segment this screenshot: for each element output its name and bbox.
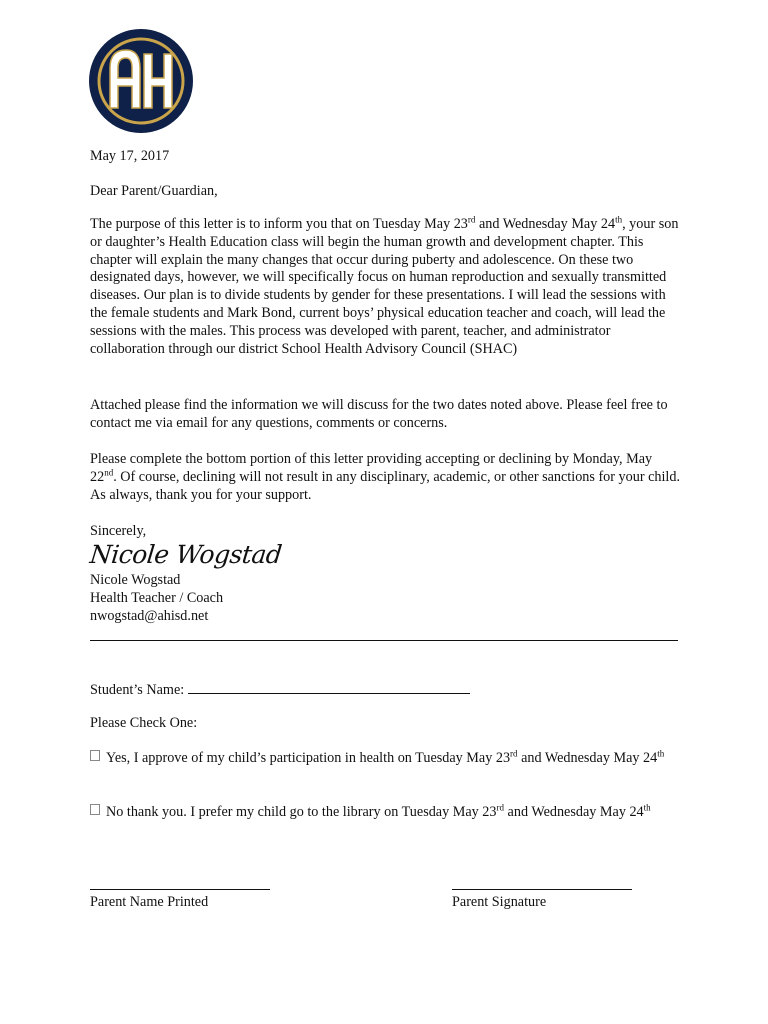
closing: Sincerely, [90,523,147,539]
student-name-field[interactable] [188,679,470,694]
approve-checkbox[interactable] [90,750,100,761]
signer-title: Health Teacher / Coach [90,590,224,606]
signer-email: nwogstad@ahisd.net [90,608,209,624]
paragraph-purpose: The purpose of this letter is to inform you that on Tuesday May 23rd and Wednesday May 24th, your son or daughter’s Health Education class will begin the human growth and development chapter. This chapter will explain the many changes that occur during puberty and adolescence. On these two designated days, however, we will specifically focus on human reproduction and sexually transmitted diseases. Our plan is to divide students by gender for these presentations. I will lead the sessions with the female students and Mark Bond, current boys’ physical education teacher and coach, will lead the sessions with the males. This process was developed with parent, teacher, and administrator collaboration through our district School Health Advisory Council (SHAC) [90,214,679,357]
paragraph-instructions: Please complete the bottom portion of this letter providing accepting or declining by Monday, May 22nd. Of course, declining will not result in any disciplinary, academic, or other sanctions for your child. As always, thank you for your support. [90,451,681,503]
salutation: Dear Parent/Guardian, [90,183,218,199]
parent-name-label: Parent Name Printed [90,894,209,910]
parent-signature-field[interactable] [452,889,632,890]
handwritten-signature: Nicole Wogstad [88,540,284,569]
student-name-row [90,679,470,700]
option-decline: No thank you. I prefer my child go to the library on Tuesday May 23rd and Wednesday May 24th [90,804,680,822]
decline-checkbox[interactable] [90,804,100,815]
option-approve: Yes, I approve of my child’s participation in health on Tuesday May 23rd and Wednesday May 24th [90,750,680,768]
parent-signature-label: Parent Signature [452,894,547,910]
check-heading: Please Check One: [90,715,198,731]
student-name-label: Student’s Name: [90,682,185,698]
school-logo [88,28,194,134]
signer-name: Nicole Wogstad [90,572,181,588]
parent-name-field[interactable] [90,889,270,890]
letter-date: May 17, 2017 [90,148,170,164]
paragraph-attachment: Attached please find the information we will discuss for the two dates noted above. Please feel free to contact me via email for any questions, comments or concerns. [90,397,668,431]
tear-off-divider [90,640,678,641]
